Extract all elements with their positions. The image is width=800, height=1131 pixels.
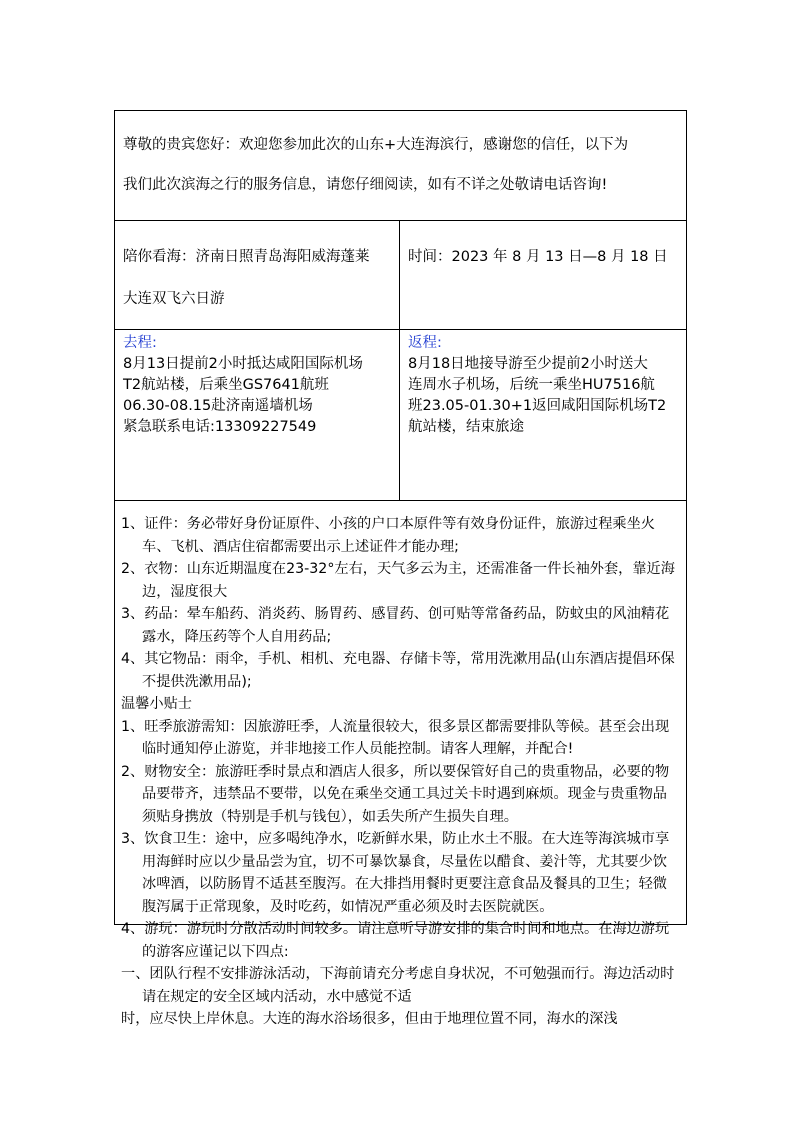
- route-row: [115, 221, 686, 330]
- route-name-line-2: 大连双飞六日游: [123, 291, 225, 307]
- route-name-cell: [115, 221, 400, 329]
- itinerary-table: [114, 110, 687, 1027]
- tip-item-property: 2、财物安全：旅游旺季时景点和酒店人很多，所以要保管好自己的贵重物品，必要的物品要带齐，违禁品不要带，以免在乘坐交通工具过关卡时遇到麻烦。现金与贵重物品须贴身携放（特别是手机与钱包），如丢失所产生损失自理。: [121, 763, 670, 825]
- departure-line: T2航站楼，后乘坐GS7641航班: [123, 377, 329, 393]
- tip-item-food: 3、饮食卫生：途中，应多喝纯净水，吃新鲜水果，防止水土不服。在大连等海滨城市享用海鲜时应以少量品尝为宜，切不可暴饮暴食，尽量佐以醋食、姜汁等，尤其要少饮冰啤酒，以防肠胃不适甚至腹泻。在大排挡用餐时更要注意食品及餐具的卫生；轻微腹泻属于正常现象，及时吃药，如情况严重必须及时去医院就医。: [121, 831, 670, 915]
- notes-row: [115, 501, 686, 1027]
- return-line: 班23.05-01.30+1返回咸阳国际机场T2: [408, 398, 667, 414]
- greeting-line-1: 尊敬的贵宾您好：欢迎您参加此次的山东+大连海滨行，感谢您的信任，以下为: [123, 137, 629, 153]
- note-item-documents: 1、证件：务必带好身份证原件、小孩的户口本原件等有效身份证件，旅游过程乘坐火车、飞机、酒店住宿都需要出示上述证件才能办理;: [121, 516, 655, 555]
- tip-item-peak-season: 1、旺季旅游需知：因旅游旺季，人流量很较大，很多景区都需要排队等候。甚至会出现临时通知停止游览，并非地接工作人员能控制。请客人理解，并配合!: [121, 718, 670, 757]
- flight-row: [115, 330, 686, 501]
- departure-line: 06.30-08.15赴济南遥墙机场: [123, 398, 313, 414]
- note-item-clothing: 2、衣物：山东近期温度在23-32°左右，天气多云为主，还需准备一件长袖外套，靠近海边，湿度很大: [121, 561, 675, 600]
- route-name-line-1: 陪你看海：济南日照青岛海阳威海蓬莱: [123, 249, 370, 265]
- route-time: 时间：2023 年 8 月 13 日—8 月 18 日: [408, 249, 668, 265]
- departure-line: 8月13日提前2小时抵达咸阳国际机场: [123, 356, 363, 372]
- note-item-medicine: 3、药品：晕车船药、消炎药、肠胃药、感冒药、创可贴等常备药品，防蚊虫的风油精花露水，降压药等个人自用药品;: [121, 606, 670, 645]
- greeting-line-2: 我们此次滨海之行的服务信息，请您仔细阅读，如有不详之处敬请电话咨询!: [123, 177, 608, 193]
- departure-cell: [115, 330, 400, 500]
- tip-item-swimming: 一、团队行程不安排游泳活动，下海前请充分考虑自身状况，不可勉强而行。海边活动时请在规定的安全区域内活动，水中感觉不适: [121, 966, 675, 1005]
- return-line: 8月18日地接导游至少提前2小时送大: [408, 356, 648, 372]
- return-cell: [400, 330, 686, 500]
- tips-title: 温馨小贴士: [121, 696, 192, 712]
- note-item-other: 4、其它物品：雨伞，手机、相机、充电器、存储卡等，常用洗漱用品(山东酒店提倡环保不提供洗漱用品);: [121, 651, 675, 690]
- return-label: 返程:: [408, 335, 442, 351]
- tip-continuation: 时，应尽快上岸休息。大连的海水浴场很多，但由于地理位置不同，海水的深浅: [121, 1011, 618, 1027]
- return-line: 连周水子机场，后统一乘坐HU7516航: [408, 377, 655, 393]
- route-time-cell: [400, 221, 686, 329]
- return-line: 航站楼，结束旅途: [408, 419, 524, 435]
- greeting-row: [115, 111, 686, 221]
- departure-label: 去程:: [123, 335, 157, 351]
- emergency-phone: 紧急联系电话:13309227549: [123, 419, 317, 435]
- tip-item-sightseeing: 4、游玩：游玩时分散活动时间较多。请注意听导游安排的集合时间和地点。在海边游玩的游客应谨记以下四点:: [121, 921, 670, 960]
